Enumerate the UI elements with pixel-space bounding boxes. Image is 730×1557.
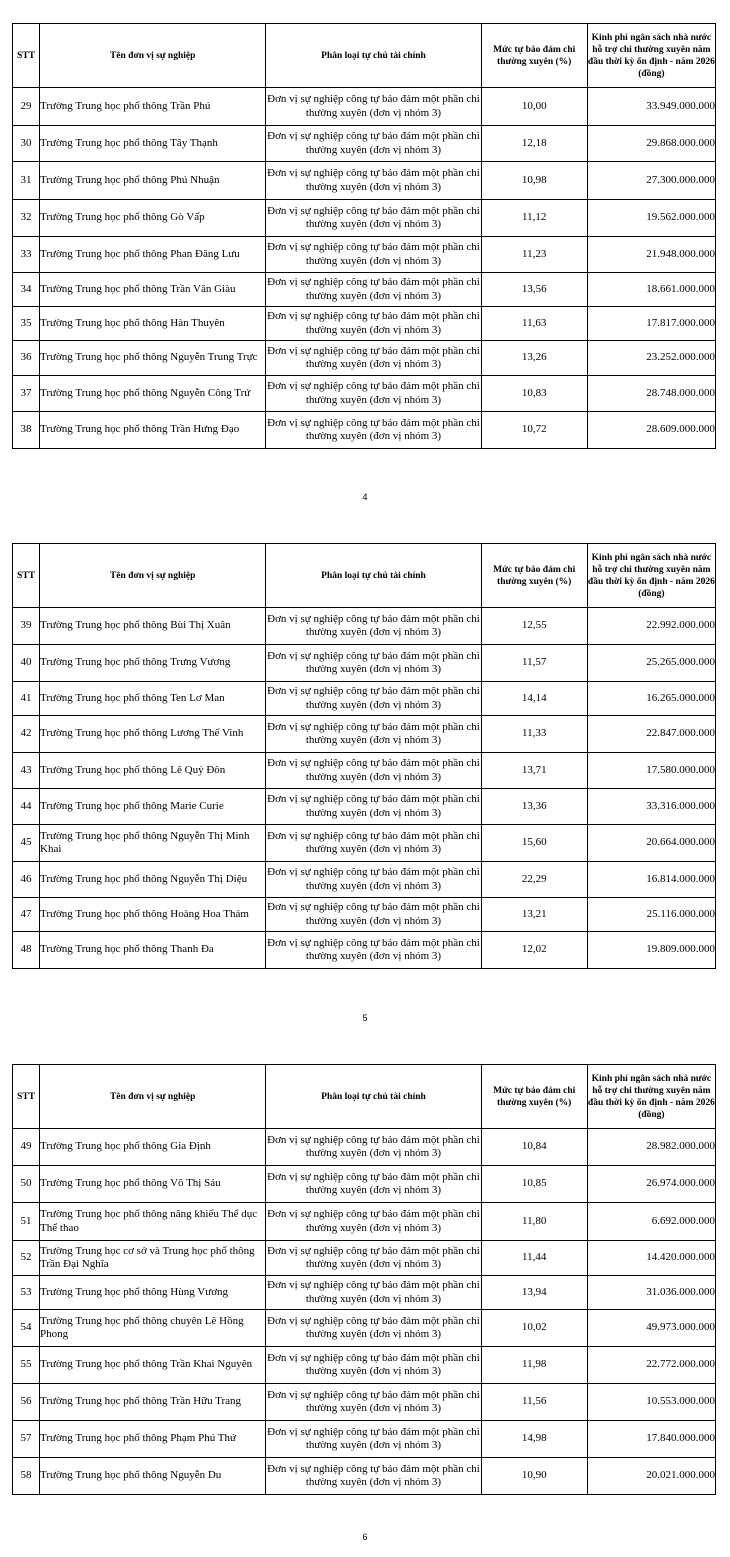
self-funding-rate: 13,56 <box>481 273 587 307</box>
self-funding-rate: 13,94 <box>481 1276 587 1310</box>
header-classification: Phân loại tự chủ tài chính <box>266 24 481 88</box>
classification: Đơn vị sự nghiệp công tự bảo đảm một phần chi thường xuyên (đơn vị nhóm 3) <box>266 753 481 789</box>
state-budget-funding: 16.814.000.000 <box>587 862 715 898</box>
self-funding-rate: 10,85 <box>481 1166 587 1203</box>
state-budget-funding: 19.562.000.000 <box>587 200 715 237</box>
state-budget-funding: 33.949.000.000 <box>587 88 715 126</box>
unit-name: Trường Trung học phổ thông Hoàng Hoa Thám <box>40 898 266 932</box>
classification: Đơn vị sự nghiệp công tự bảo đảm một phần chi thường xuyên (đơn vị nhóm 3) <box>266 1129 481 1166</box>
unit-name: Trường Trung học phổ thông Nguyễn Công Trứ <box>40 376 266 412</box>
table-row <box>13 1203 716 1241</box>
classification: Đơn vị sự nghiệp công tự bảo đảm một phần chi thường xuyên (đơn vị nhóm 3) <box>266 341 481 376</box>
self-funding-rate: 10,02 <box>481 1310 587 1347</box>
row-stt: 34 <box>13 273 40 307</box>
state-budget-funding: 18.661.000.000 <box>587 273 715 307</box>
row-stt: 42 <box>13 716 40 753</box>
state-budget-funding: 17.840.000.000 <box>587 1421 715 1458</box>
row-stt: 47 <box>13 898 40 932</box>
classification: Đơn vị sự nghiệp công tự bảo đảm một phần chi thường xuyên (đơn vị nhóm 3) <box>266 1347 481 1384</box>
unit-name: Trường Trung học phổ thông Marie Curie <box>40 789 266 825</box>
self-funding-rate: 11,12 <box>481 200 587 237</box>
classification: Đơn vị sự nghiệp công tự bảo đảm một phần chi thường xuyên (đơn vị nhóm 3) <box>266 307 481 341</box>
table-row <box>13 862 716 898</box>
self-funding-rate: 11,57 <box>481 645 587 682</box>
unit-name: Trường Trung học phổ thông Trần Phú <box>40 88 266 126</box>
unit-name: Trường Trung học phổ thông Lương Thế Vinh <box>40 716 266 753</box>
classification: Đơn vị sự nghiệp công tự bảo đảm một phần chi thường xuyên (đơn vị nhóm 3) <box>266 1166 481 1203</box>
row-stt: 44 <box>13 789 40 825</box>
row-stt: 50 <box>13 1166 40 1203</box>
state-budget-funding: 28.748.000.000 <box>587 376 715 412</box>
table-row <box>13 1347 716 1384</box>
classification: Đơn vị sự nghiệp công tự bảo đảm một phần chi thường xuyên (đơn vị nhóm 3) <box>266 825 481 862</box>
self-funding-rate: 10,00 <box>481 88 587 126</box>
row-stt: 39 <box>13 608 40 645</box>
classification: Đơn vị sự nghiệp công tự bảo đảm một phần chi thường xuyên (đơn vị nhóm 3) <box>266 608 481 645</box>
self-funding-rate: 11,56 <box>481 1384 587 1421</box>
self-funding-rate: 10,72 <box>481 412 587 449</box>
state-budget-funding: 22.992.000.000 <box>587 608 715 645</box>
classification: Đơn vị sự nghiệp công tự bảo đảm một phần chi thường xuyên (đơn vị nhóm 3) <box>266 200 481 237</box>
self-funding-rate: 11,23 <box>481 237 587 273</box>
state-budget-funding: 27.300.000.000 <box>587 162 715 200</box>
table-row <box>13 1421 716 1458</box>
classification: Đơn vị sự nghiệp công tự bảo đảm một phần chi thường xuyên (đơn vị nhóm 3) <box>266 237 481 273</box>
unit-name: Trường Trung học phổ thông Hùng Vương <box>40 1276 266 1310</box>
classification: Đơn vị sự nghiệp công tự bảo đảm một phần chi thường xuyên (đơn vị nhóm 3) <box>266 1384 481 1421</box>
table-header-row <box>13 544 716 608</box>
unit-name: Trường Trung học phổ thông Gia Định <box>40 1129 266 1166</box>
classification: Đơn vị sự nghiệp công tự bảo đảm một phần chi thường xuyên (đơn vị nhóm 3) <box>266 1276 481 1310</box>
row-stt: 38 <box>13 412 40 449</box>
row-stt: 36 <box>13 341 40 376</box>
classification: Đơn vị sự nghiệp công tự bảo đảm một phần chi thường xuyên (đơn vị nhóm 3) <box>266 412 481 449</box>
classification: Đơn vị sự nghiệp công tự bảo đảm một phần chi thường xuyên (đơn vị nhóm 3) <box>266 1241 481 1276</box>
classification: Đơn vị sự nghiệp công tự bảo đảm một phần chi thường xuyên (đơn vị nhóm 3) <box>266 1310 481 1347</box>
table-row <box>13 753 716 789</box>
unit-name: Trường Trung học phổ thông Nguyễn Thị Diệu <box>40 862 266 898</box>
state-budget-funding: 25.265.000.000 <box>587 645 715 682</box>
state-budget-funding: 28.609.000.000 <box>587 412 715 449</box>
classification: Đơn vị sự nghiệp công tự bảo đảm một phần chi thường xuyên (đơn vị nhóm 3) <box>266 376 481 412</box>
self-funding-rate: 15,60 <box>481 825 587 862</box>
table-row <box>13 1129 716 1166</box>
table-row <box>13 789 716 825</box>
table-row <box>13 237 716 273</box>
unit-name: Trường Trung học phổ thông Nguyễn Trung Trực <box>40 341 266 376</box>
unit-name: Trường Trung học phổ thông Trần Hưng Đạo <box>40 412 266 449</box>
table-row <box>13 1310 716 1347</box>
self-funding-rate: 11,44 <box>481 1241 587 1276</box>
table-row <box>13 273 716 307</box>
table-row <box>13 716 716 753</box>
page-number: 5 <box>362 1013 368 1023</box>
classification: Đơn vị sự nghiệp công tự bảo đảm một phần chi thường xuyên (đơn vị nhóm 3) <box>266 789 481 825</box>
unit-name: Trường Trung học phổ thông Thanh Đa <box>40 932 266 969</box>
state-budget-funding: 16.265.000.000 <box>587 682 715 716</box>
state-budget-funding: 22.772.000.000 <box>587 1347 715 1384</box>
classification: Đơn vị sự nghiệp công tự bảo đảm một phần chi thường xuyên (đơn vị nhóm 3) <box>266 716 481 753</box>
row-stt: 41 <box>13 682 40 716</box>
state-budget-funding: 29.868.000.000 <box>587 126 715 162</box>
unit-name: Trường Trung học phổ thông chuyên Lê Hồng Phong <box>40 1310 266 1347</box>
self-funding-rate: 12,55 <box>481 608 587 645</box>
state-budget-funding: 17.580.000.000 <box>587 753 715 789</box>
row-stt: 58 <box>13 1458 40 1495</box>
classification: Đơn vị sự nghiệp công tự bảo đảm một phần chi thường xuyên (đơn vị nhóm 3) <box>266 898 481 932</box>
page-section <box>12 543 716 969</box>
unit-name: Trường Trung học phổ thông Gò Vấp <box>40 200 266 237</box>
classification: Đơn vị sự nghiệp công tự bảo đảm một phần chi thường xuyên (đơn vị nhóm 3) <box>266 273 481 307</box>
unit-name: Trường Trung học phổ thông Lê Quý Đôn <box>40 753 266 789</box>
self-funding-rate: 11,98 <box>481 1347 587 1384</box>
unit-name: Trường Trung học phổ thông Nguyễn Du <box>40 1458 266 1495</box>
classification: Đơn vị sự nghiệp công tự bảo đảm một phần chi thường xuyên (đơn vị nhóm 3) <box>266 88 481 126</box>
row-stt: 30 <box>13 126 40 162</box>
row-stt: 52 <box>13 1241 40 1276</box>
row-stt: 46 <box>13 862 40 898</box>
table-row <box>13 1384 716 1421</box>
header-state-budget-funding: Kinh phí ngân sách nhà nước hỗ trợ chi thường xuyên năm đầu thời kỳ ổn định - năm 2026 (đồng) <box>587 544 715 608</box>
budget-table <box>12 1064 716 1495</box>
budget-table <box>12 543 716 969</box>
classification: Đơn vị sự nghiệp công tự bảo đảm một phần chi thường xuyên (đơn vị nhóm 3) <box>266 1458 481 1495</box>
row-stt: 57 <box>13 1421 40 1458</box>
state-budget-funding: 28.982.000.000 <box>587 1129 715 1166</box>
table-row <box>13 932 716 969</box>
self-funding-rate: 14,98 <box>481 1421 587 1458</box>
unit-name: Trường Trung học phổ thông Trần Khai Nguyên <box>40 1347 266 1384</box>
state-budget-funding: 33.316.000.000 <box>587 789 715 825</box>
classification: Đơn vị sự nghiệp công tự bảo đảm một phần chi thường xuyên (đơn vị nhóm 3) <box>266 162 481 200</box>
table-row <box>13 825 716 862</box>
row-stt: 29 <box>13 88 40 126</box>
self-funding-rate: 10,90 <box>481 1458 587 1495</box>
row-stt: 33 <box>13 237 40 273</box>
page-section <box>12 1064 716 1495</box>
self-funding-rate: 11,33 <box>481 716 587 753</box>
state-budget-funding: 14.420.000.000 <box>587 1241 715 1276</box>
classification: Đơn vị sự nghiệp công tự bảo đảm một phần chi thường xuyên (đơn vị nhóm 3) <box>266 682 481 716</box>
row-stt: 40 <box>13 645 40 682</box>
unit-name: Trường Trung học phổ thông Võ Thị Sáu <box>40 1166 266 1203</box>
row-stt: 49 <box>13 1129 40 1166</box>
table-row <box>13 376 716 412</box>
table-header-row <box>13 1065 716 1129</box>
table-row <box>13 1458 716 1495</box>
header-self-funding-rate: Mức tự bảo đảm chi thường xuyên (%) <box>481 1065 587 1129</box>
header-unit-name: Tên đơn vị sự nghiệp <box>40 24 266 88</box>
state-budget-funding: 10.553.000.000 <box>587 1384 715 1421</box>
page-number: 6 <box>362 1532 368 1542</box>
row-stt: 48 <box>13 932 40 969</box>
self-funding-rate: 14,14 <box>481 682 587 716</box>
unit-name: Trường Trung học phổ thông Ten Lơ Man <box>40 682 266 716</box>
table-row <box>13 126 716 162</box>
self-funding-rate: 13,36 <box>481 789 587 825</box>
self-funding-rate: 13,71 <box>481 753 587 789</box>
unit-name: Trường Trung học phổ thông Phan Đăng Lưu <box>40 237 266 273</box>
header-classification: Phân loại tự chủ tài chính <box>266 1065 481 1129</box>
self-funding-rate: 10,84 <box>481 1129 587 1166</box>
page-number: 4 <box>362 492 368 502</box>
unit-name: Trường Trung học phổ thông Nguyễn Thị Minh Khai <box>40 825 266 862</box>
unit-name: Trường Trung học phổ thông Phú Nhuận <box>40 162 266 200</box>
table-row <box>13 1166 716 1203</box>
self-funding-rate: 11,63 <box>481 307 587 341</box>
table-row <box>13 1276 716 1310</box>
classification: Đơn vị sự nghiệp công tự bảo đảm một phần chi thường xuyên (đơn vị nhóm 3) <box>266 1421 481 1458</box>
row-stt: 31 <box>13 162 40 200</box>
table-row <box>13 608 716 645</box>
table-row <box>13 307 716 341</box>
table-row <box>13 898 716 932</box>
row-stt: 45 <box>13 825 40 862</box>
budget-table <box>12 23 716 449</box>
unit-name: Trường Trung học phổ thông năng khiếu Thể dục Thể thao <box>40 1203 266 1241</box>
row-stt: 53 <box>13 1276 40 1310</box>
classification: Đơn vị sự nghiệp công tự bảo đảm một phần chi thường xuyên (đơn vị nhóm 3) <box>266 862 481 898</box>
state-budget-funding: 21.948.000.000 <box>587 237 715 273</box>
row-stt: 37 <box>13 376 40 412</box>
unit-name: Trường Trung học phổ thông Bùi Thị Xuân <box>40 608 266 645</box>
self-funding-rate: 11,80 <box>481 1203 587 1241</box>
row-stt: 51 <box>13 1203 40 1241</box>
row-stt: 55 <box>13 1347 40 1384</box>
table-row <box>13 88 716 126</box>
header-state-budget-funding: Kinh phí ngân sách nhà nước hỗ trợ chi thường xuyên năm đầu thời kỳ ổn định - năm 2026 (đồng) <box>587 24 715 88</box>
state-budget-funding: 25.116.000.000 <box>587 898 715 932</box>
state-budget-funding: 26.974.000.000 <box>587 1166 715 1203</box>
state-budget-funding: 49.973.000.000 <box>587 1310 715 1347</box>
state-budget-funding: 22.847.000.000 <box>587 716 715 753</box>
page-section <box>12 23 716 449</box>
unit-name: Trường Trung học phổ thông Hàn Thuyên <box>40 307 266 341</box>
state-budget-funding: 6.692.000.000 <box>587 1203 715 1241</box>
self-funding-rate: 12,02 <box>481 932 587 969</box>
header-classification: Phân loại tự chủ tài chính <box>266 544 481 608</box>
header-self-funding-rate: Mức tự bảo đảm chi thường xuyên (%) <box>481 544 587 608</box>
table-row <box>13 682 716 716</box>
unit-name: Trường Trung học phổ thông Tây Thạnh <box>40 126 266 162</box>
header-stt: STT <box>13 1065 40 1129</box>
self-funding-rate: 13,21 <box>481 898 587 932</box>
table-header-row <box>13 24 716 88</box>
header-stt: STT <box>13 24 40 88</box>
classification: Đơn vị sự nghiệp công tự bảo đảm một phần chi thường xuyên (đơn vị nhóm 3) <box>266 932 481 969</box>
header-unit-name: Tên đơn vị sự nghiệp <box>40 1065 266 1129</box>
row-stt: 35 <box>13 307 40 341</box>
table-row <box>13 162 716 200</box>
state-budget-funding: 19.809.000.000 <box>587 932 715 969</box>
header-stt: STT <box>13 544 40 608</box>
classification: Đơn vị sự nghiệp công tự bảo đảm một phần chi thường xuyên (đơn vị nhóm 3) <box>266 645 481 682</box>
header-self-funding-rate: Mức tự bảo đảm chi thường xuyên (%) <box>481 24 587 88</box>
unit-name: Trường Trung học cơ sở và Trung học phổ thông Trần Đại Nghĩa <box>40 1241 266 1276</box>
self-funding-rate: 12,18 <box>481 126 587 162</box>
state-budget-funding: 23.252.000.000 <box>587 341 715 376</box>
unit-name: Trường Trung học phổ thông Trưng Vương <box>40 645 266 682</box>
unit-name: Trường Trung học phổ thông Trần Hữu Trang <box>40 1384 266 1421</box>
self-funding-rate: 10,83 <box>481 376 587 412</box>
row-stt: 32 <box>13 200 40 237</box>
self-funding-rate: 22,29 <box>481 862 587 898</box>
table-row <box>13 412 716 449</box>
classification: Đơn vị sự nghiệp công tự bảo đảm một phần chi thường xuyên (đơn vị nhóm 3) <box>266 1203 481 1241</box>
state-budget-funding: 17.817.000.000 <box>587 307 715 341</box>
table-row <box>13 341 716 376</box>
header-unit-name: Tên đơn vị sự nghiệp <box>40 544 266 608</box>
classification: Đơn vị sự nghiệp công tự bảo đảm một phần chi thường xuyên (đơn vị nhóm 3) <box>266 126 481 162</box>
row-stt: 54 <box>13 1310 40 1347</box>
table-row <box>13 1241 716 1276</box>
row-stt: 56 <box>13 1384 40 1421</box>
state-budget-funding: 20.021.000.000 <box>587 1458 715 1495</box>
table-row <box>13 200 716 237</box>
unit-name: Trường Trung học phổ thông Trần Văn Giàu <box>40 273 266 307</box>
state-budget-funding: 20.664.000.000 <box>587 825 715 862</box>
header-state-budget-funding: Kinh phí ngân sách nhà nước hỗ trợ chi thường xuyên năm đầu thời kỳ ổn định - năm 2026 (đồng) <box>587 1065 715 1129</box>
self-funding-rate: 13,26 <box>481 341 587 376</box>
table-row <box>13 645 716 682</box>
self-funding-rate: 10,98 <box>481 162 587 200</box>
state-budget-funding: 31.036.000.000 <box>587 1276 715 1310</box>
unit-name: Trường Trung học phổ thông Phạm Phú Thứ <box>40 1421 266 1458</box>
row-stt: 43 <box>13 753 40 789</box>
